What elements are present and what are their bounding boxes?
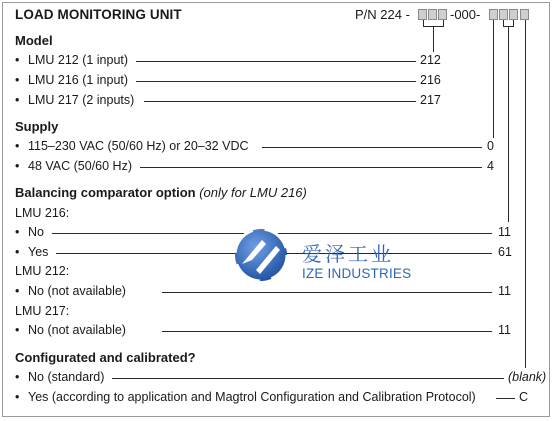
leader-line (112, 378, 504, 379)
balancing-item (15, 323, 126, 337)
bullet: • (15, 370, 20, 384)
lmu217-label: LMU 217: (15, 304, 70, 318)
pn-box-model-1 (418, 9, 427, 20)
part-number-prefix: P/N 224 - (355, 7, 410, 22)
ize-logo-icon (232, 226, 290, 284)
leader-line (140, 167, 482, 168)
balancing-label: No (not available) (28, 284, 126, 298)
bullet: • (15, 225, 20, 239)
lmu212-label: LMU 212: (15, 264, 70, 278)
leader-line (162, 292, 492, 293)
leader-line (262, 147, 482, 148)
connector (508, 26, 509, 222)
supply-label: 48 VAC (50/60 Hz) (28, 159, 132, 173)
balancing-heading (15, 185, 307, 200)
bullet: • (15, 245, 20, 259)
pn-box-supply (489, 9, 498, 20)
configured-code: C (519, 390, 529, 404)
model-item (15, 73, 128, 87)
pn-box-model-3 (438, 9, 447, 20)
pn-box-config (520, 9, 529, 20)
model-code: 212 (420, 53, 441, 67)
bullet: • (15, 323, 20, 337)
supply-item (15, 139, 249, 153)
configured-label: Yes (according to application and Magtrol Configuration and Calibration Protocol) (28, 390, 476, 404)
pn-box-model-2 (428, 9, 437, 20)
model-item (15, 53, 128, 67)
configured-code: (blank) (508, 370, 547, 384)
bullet: • (15, 73, 20, 87)
model-code: 216 (420, 73, 441, 87)
balancing-code: 11 (498, 225, 511, 239)
supply-code: 4 (487, 159, 494, 173)
connector (433, 26, 434, 52)
bullet: • (15, 139, 20, 153)
supply-item (15, 159, 132, 173)
leader-line (496, 398, 515, 399)
model-label: LMU 216 (1 input) (28, 73, 129, 87)
watermark-chinese: 爱泽工业 (302, 242, 394, 266)
balancing-label: No (not available) (28, 323, 126, 337)
model-label: LMU 212 (1 input) (28, 53, 129, 67)
configured-label: No (standard) (28, 370, 105, 384)
balancing-item (15, 245, 48, 259)
pn-box-balancing-2 (509, 9, 518, 20)
model-heading: Model (15, 33, 53, 48)
bullet: • (15, 93, 20, 107)
leader-line (162, 331, 492, 332)
balancing-item (15, 284, 126, 298)
configured-heading: Configurated and calibrated? (15, 350, 196, 365)
supply-label: 115–230 VAC (50/60 Hz) or 20–32 VDC (28, 139, 249, 153)
balancing-code: 11 (498, 323, 511, 337)
configured-item (15, 370, 104, 384)
bullet: • (15, 53, 20, 67)
lmu216-label: LMU 216: (15, 206, 70, 220)
balancing-code: 61 (498, 245, 512, 259)
leader-line (136, 61, 416, 62)
balancing-label: Yes (28, 245, 49, 259)
balancing-heading-text: Balancing comparator option (15, 185, 196, 200)
configured-item (15, 390, 476, 404)
balancing-note: (only for LMU 216) (199, 185, 307, 200)
connector (525, 20, 526, 368)
leader-line (136, 81, 416, 82)
watermark-english: IZE INDUSTRIES (302, 266, 412, 281)
balancing-label: No (28, 225, 44, 239)
balancing-code: 11 (498, 284, 511, 298)
pn-box-balancing-1 (499, 9, 508, 20)
supply-heading: Supply (15, 119, 59, 134)
bullet: • (15, 159, 20, 173)
model-label: LMU 217 (2 inputs) (28, 93, 135, 107)
leader-line (144, 101, 416, 102)
bullet: • (15, 284, 20, 298)
part-number-middle: -000- (450, 7, 481, 22)
balancing-item (15, 225, 44, 239)
bullet: • (15, 390, 20, 404)
document-title: LOAD MONITORING UNIT (15, 7, 182, 22)
model-code: 217 (420, 93, 441, 107)
model-item (15, 93, 134, 107)
connector (493, 20, 494, 138)
supply-code: 0 (487, 139, 494, 153)
